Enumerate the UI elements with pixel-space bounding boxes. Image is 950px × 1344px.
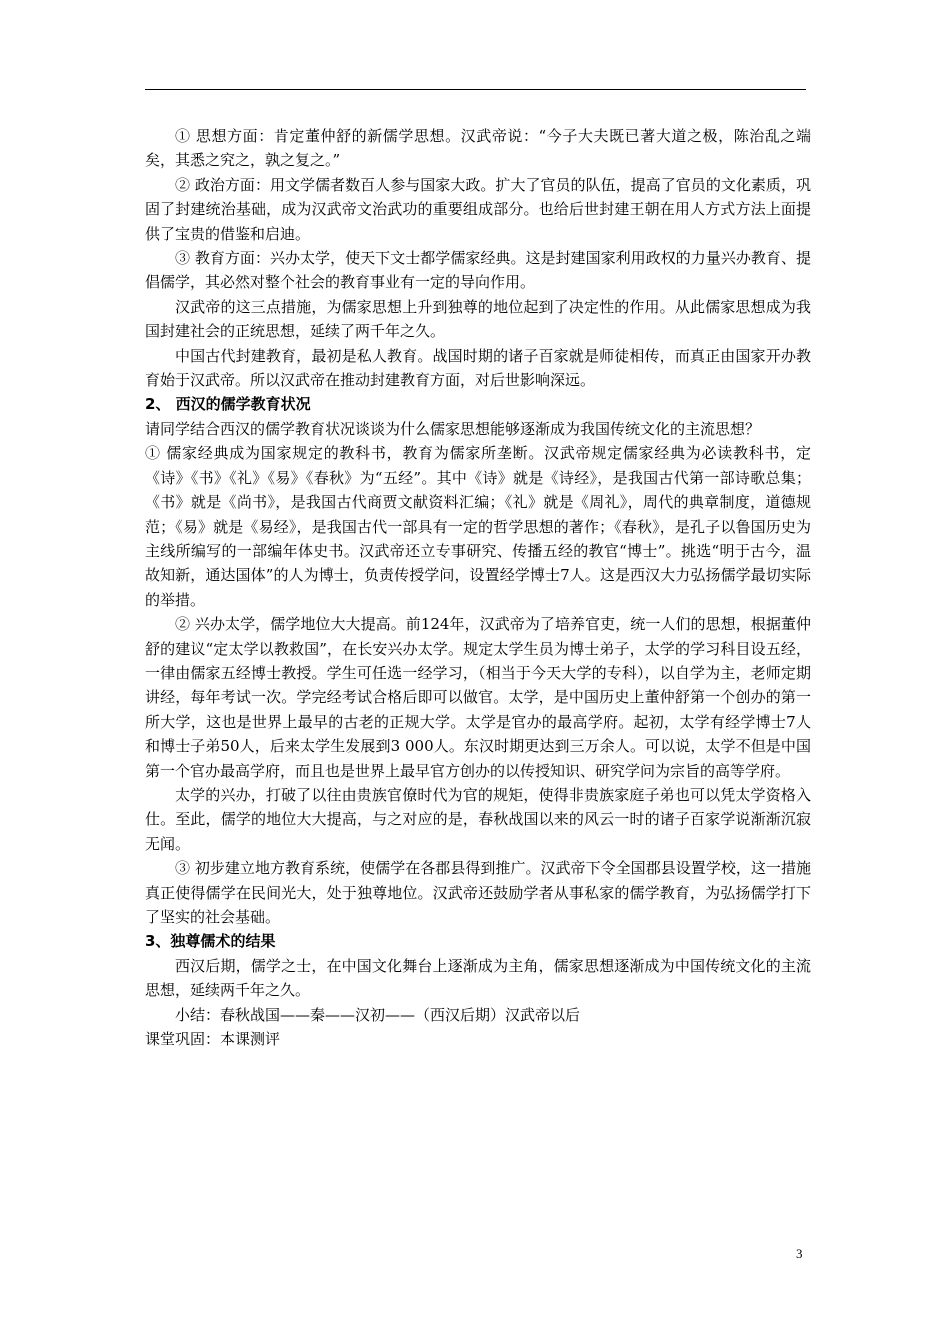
paragraph-politics: ② 政治方面：用文学儒者数百人参与国家大政。扩大了官员的队伍，提高了官员的文化素质，巩固了封建统治基础，成为汉武帝文治武功的重要组成部分。也给后世封建王朝在用人方式方法上面提供了宝贵的借鉴和启迪。 — [145, 175, 811, 243]
page-number: 3 — [796, 1246, 803, 1261]
paragraph-local-education: ③ 初步建立地方教育系统，使儒学在各郡县得到推广。汉武帝下令全国郡县设置学校，这一措施真正使得儒学在民间光大，处于独尊地位。汉武帝还鼓励学者从事私家的儒学教育，为弘扬儒学打下了坚实的社会基础。 — [145, 859, 811, 926]
paragraph-education: ③ 教育方面：兴办太学，使天下文士都学儒家经典。这是封建国家利用政权的力量兴办教育、提倡儒学，其必然对整个社会的教育事业有一定的导向作用。 — [145, 249, 811, 292]
paragraph-classics: ① 儒家经典成为国家规定的教科书，教育为儒家所垄断。汉武帝规定儒家经典为必读教科书，定《诗》《书》《礼》《易》《春秋》为“五经”。其中《诗》就是《诗经》，是我国古代第一部诗歌总集；《书》就是《尚书》，是我国古代商贾文献资料汇编；《礼》就是《周礼》，周代的典章制度，道德规范；《易》就是《易经》，是我国古代一部具有一定的哲学思想的著作；《春秋》，是孔子以鲁国历史为主线所编写的一部编年体史书。汉武帝还立专事研究、传播五经的教官“博士”。挑选“明于古今，温故知新，通达国体”的人为博士，负责传授学问，设置经学博士7人。这是西汉大力弘扬儒学最切实际的举措。 — [145, 444, 811, 609]
paragraph-classroom: 课堂巩固：本课测评 — [145, 1030, 281, 1049]
paragraph-question: 请同学结合西汉的儒学教育状况谈谈为什么儒家思想能够逐渐成为我国传统文化的主流思想？ — [145, 419, 761, 438]
section-heading-3: 3、独尊儒术的结果 — [145, 932, 276, 951]
paragraph-summary: 小结：春秋战国——秦——汉初——（西汉后期）汉武帝以后 — [175, 1005, 581, 1024]
section-heading-2: 2、 西汉的儒学教育状况 — [145, 395, 311, 414]
paragraph-ancient-education: 中国古代封建教育，最初是私人教育。战国时期的诸子百家就是师徒相传，而真正由国家开办教育始于汉武帝。所以汉武帝在推动封建教育方面，对后世影响深远。 — [145, 346, 811, 390]
document-body — [145, 124, 811, 1051]
header-rule — [145, 89, 806, 90]
paragraph-taixue: ② 兴办太学，儒学地位大大提高。前124年，汉武帝为了培养官吏，统一人们的思想，根据董仲舒的建议“定太学以教救国”，在长安兴办太学。规定太学生员为博士弟子，太学的学习科目设五经，一律由儒家五经博士教授。学生可任选一经学习，（相当于今天大学的专科），以自学为主，老师定期讲经，每年考试一次。学完经考试合格后即可以做官。太学，是中国历史上董仲舒第一个创办的第一所大学，这也是世界上最早的古老的正规大学。太学是官办的最高学府。起初，太学有经学博士7人和博士子弟50人，后来太学生发展到3 000人。东汉时期更达到三万余人。可以说，太学不但是中国第一个官办最高学府，而且也是世界上最早官方创办的以传授知识、研究学问为宗旨的高等学府。 — [145, 615, 811, 780]
paragraph-thought: ① 思想方面：肯定董仲舒的新儒学思想。汉武帝说：“今子大夫既已著大道之极，陈治乱之端矣，其悉之究之，孰之复之。” — [145, 127, 811, 170]
paragraph-result: 西汉后期，儒学之士，在中国文化舞台上逐渐成为主角，儒家思想逐渐成为中国传统文化的主流思想，延续两千年之久。 — [145, 956, 811, 1000]
paragraph-three-measures: 汉武帝的这三点措施，为儒家思想上升到独尊的地位起到了决定性的作用。从此儒家思想成为我国封建社会的正统思想，延续了两千年之久。 — [145, 297, 811, 341]
paragraph-taixue-impact: 太学的兴办，打破了以往由贵族官僚时代为官的规矩，使得非贵族家庭子弟也可以凭太学资格入仕。至此，儒学的地位大大提高，与之对应的是，春秋战国以来的风云一时的诸子百家学说渐渐沉寂无闻。 — [145, 785, 811, 853]
